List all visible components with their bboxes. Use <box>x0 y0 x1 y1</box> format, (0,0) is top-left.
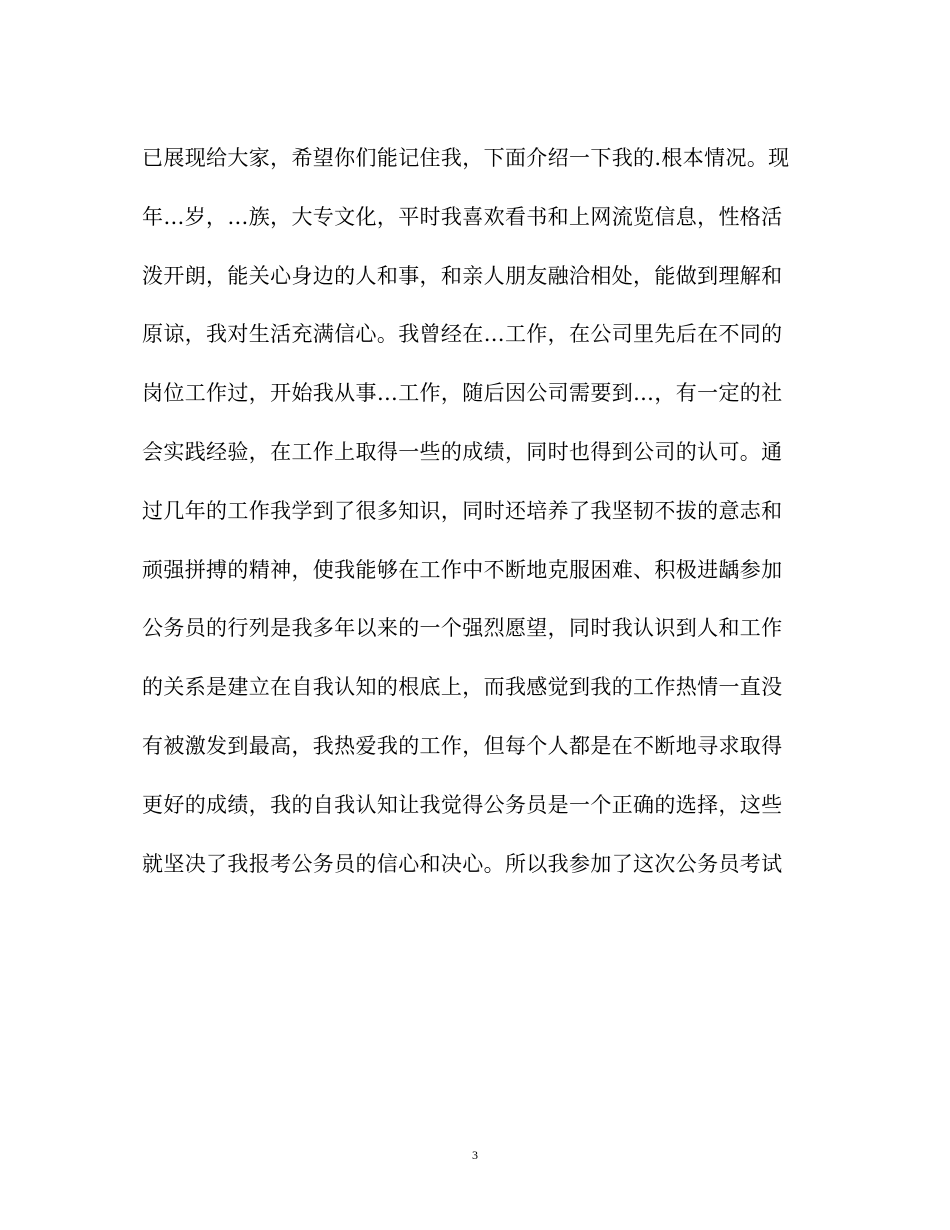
text-line: 的关系是建立在自我认知的根底上，而我感觉到我的工作热情一直没 <box>142 675 783 700</box>
text-line: 已展现给大家，希望你们能记住我，下面介绍一下我的.根本情况。现 <box>142 146 790 170</box>
text-line: 有被激发到最高，我热爱我的工作，但每个人都是在不断地寻求取得 <box>142 733 783 758</box>
text-line: 岗位工作过，开始我从事…工作，随后因公司需要到…，有一定的社 <box>142 381 783 406</box>
text-line: 就坚决了我报考公务员的信心和决心。所以我参加了这次公务员考试 <box>142 851 783 876</box>
body-text <box>142 134 810 898</box>
text-line: 更好的成绩，我的自我认知让我觉得公务员是一个正确的选择，这些 <box>142 792 783 817</box>
page-number: 3 <box>472 1148 478 1162</box>
text-line: 公务员的行列是我多年以来的一个强烈愿望，同时我认识到人和工作 <box>142 616 783 641</box>
text-line: 顽强拼搏的精神，使我能够在工作中不断地克服困难、积极进龋参加 <box>142 557 783 582</box>
text-line: 泼开朗，能关心身边的人和事，和亲人朋友融洽相处，能做到理解和 <box>142 263 783 288</box>
text-line: 原谅，我对生活充满信心。我曾经在…工作，在公司里先后在不同的 <box>142 322 783 347</box>
text-line: 过几年的工作我学到了很多知识，同时还培养了我坚韧不拔的意志和 <box>142 498 783 523</box>
text-line: 会实践经验，在工作上取得一些的成绩，同时也得到公司的认可。通 <box>142 439 783 464</box>
text-line: 年…岁，…族，大专文化，平时我喜欢看书和上网流览信息，性格活 <box>142 204 783 229</box>
